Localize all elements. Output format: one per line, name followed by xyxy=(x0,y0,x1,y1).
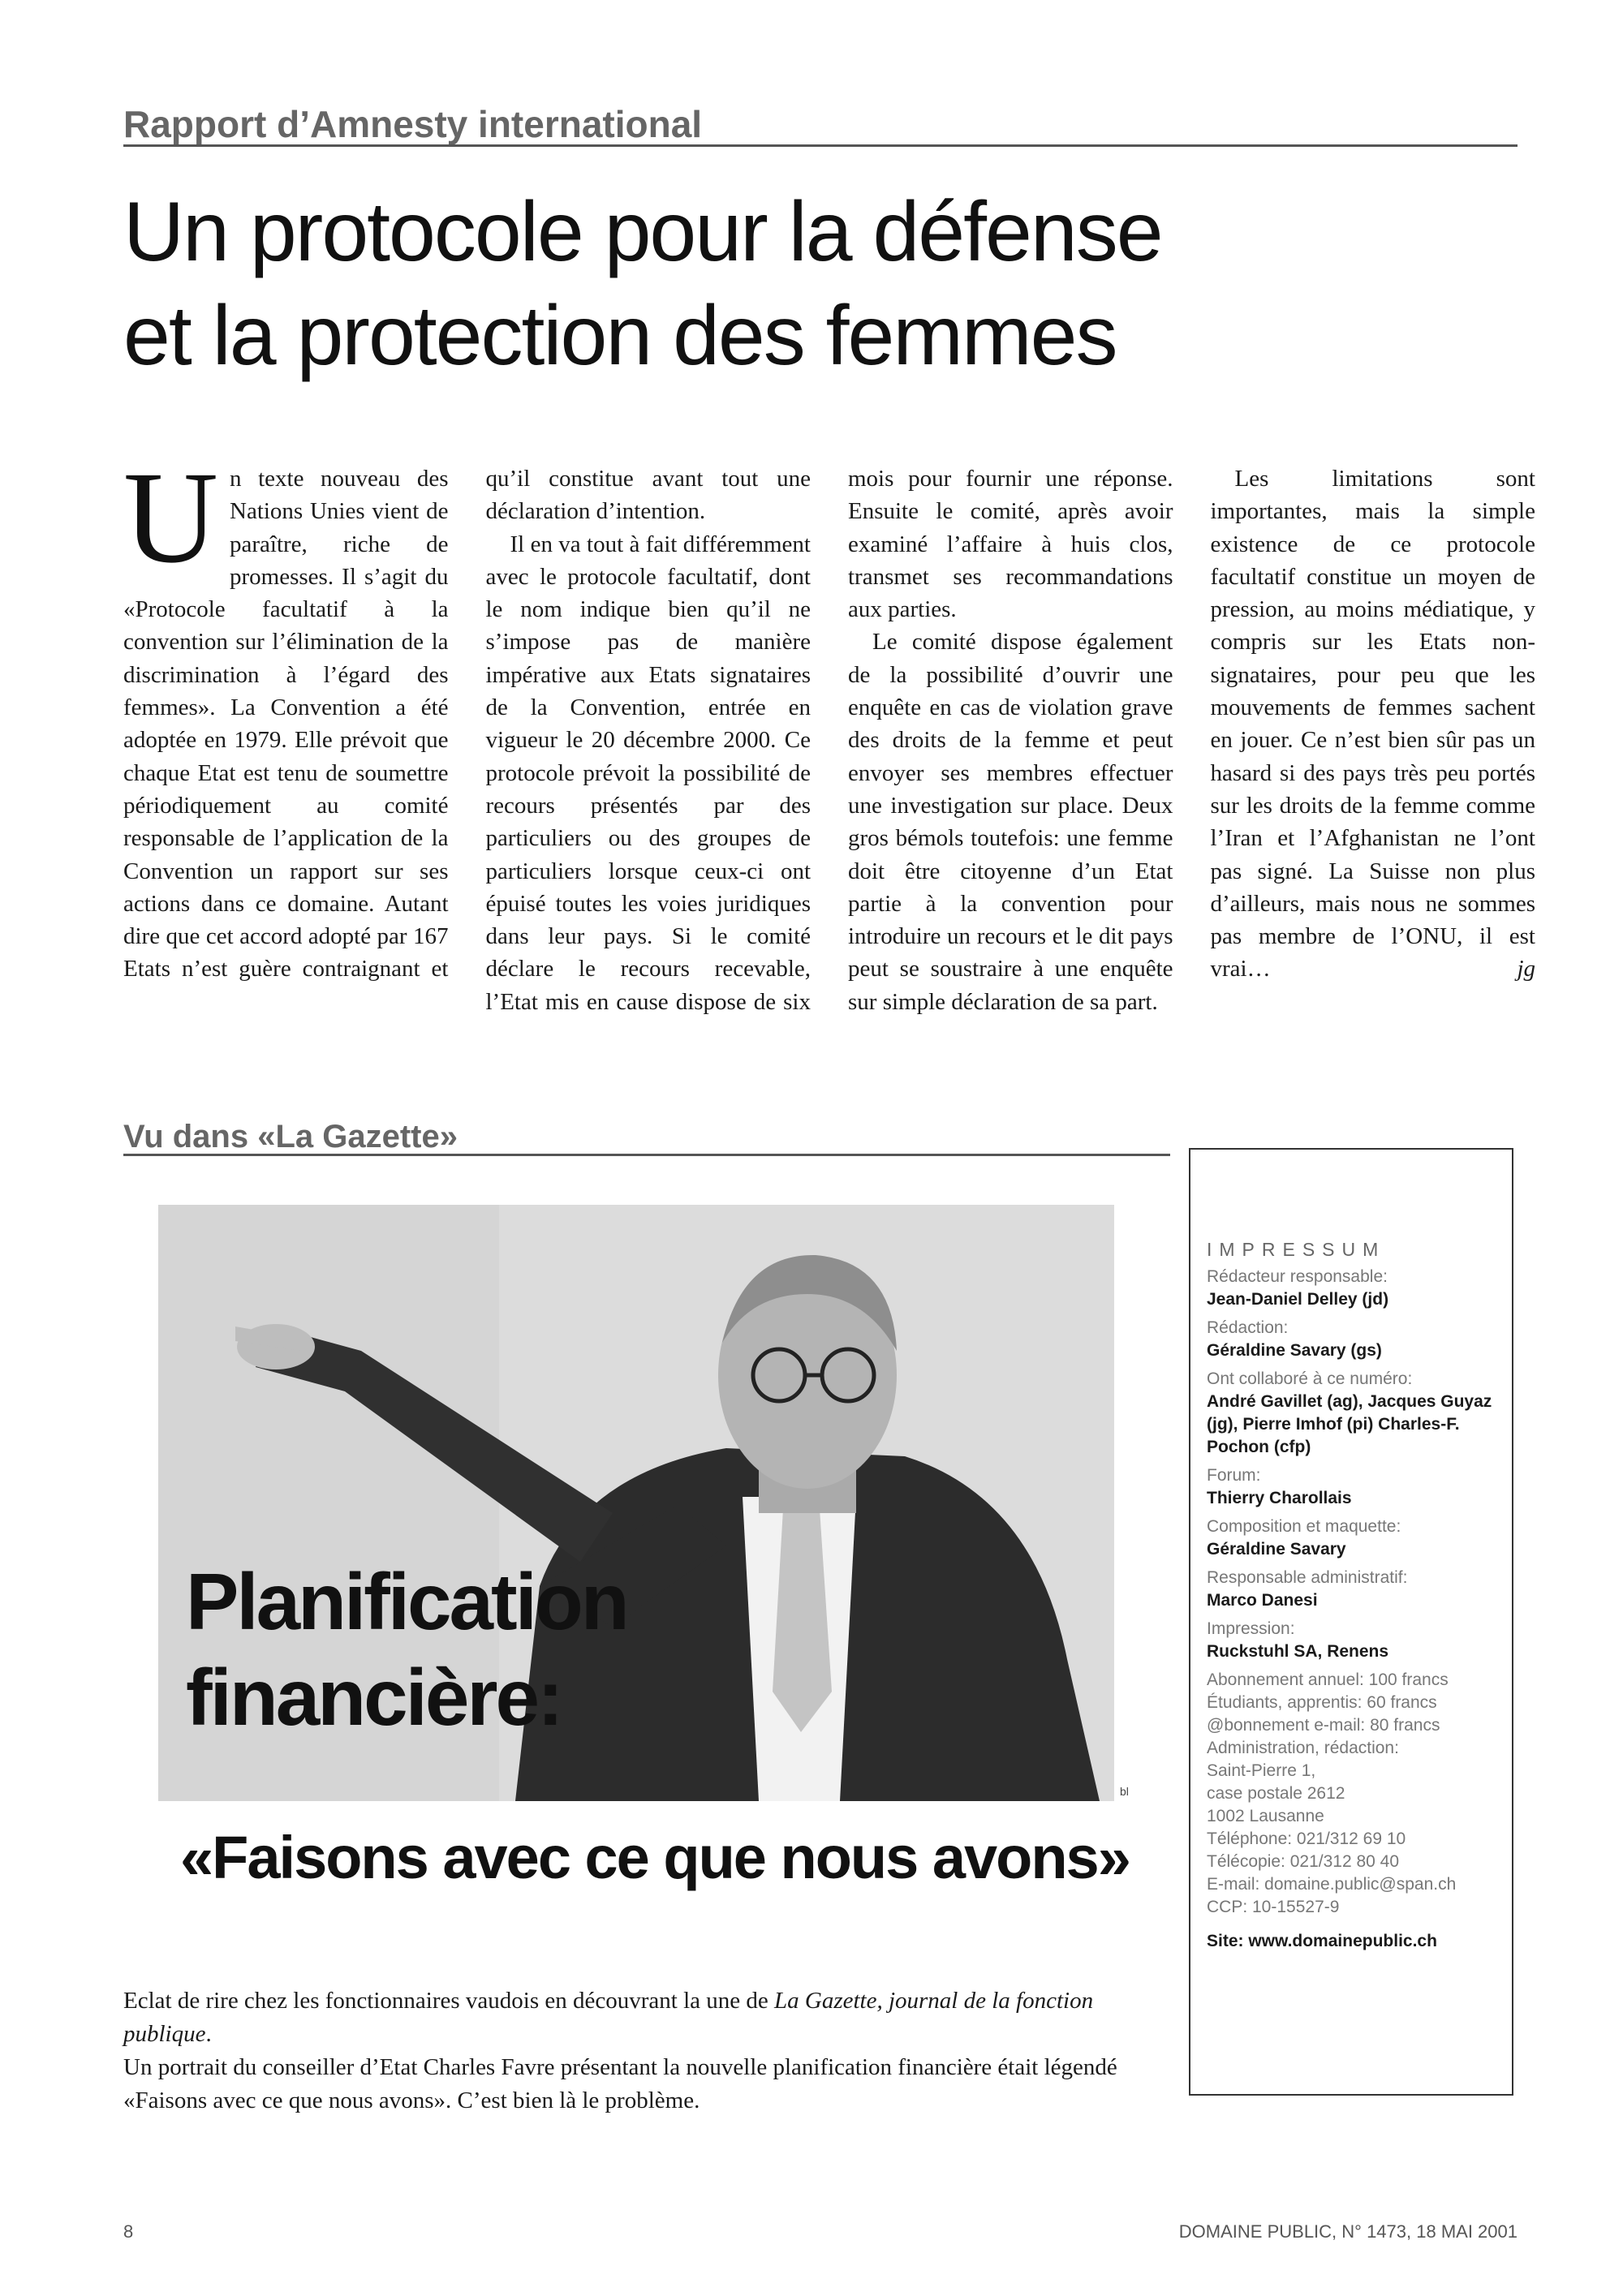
impressum-info-line: case postale 2612 xyxy=(1207,1784,1345,1803)
impressum-entry xyxy=(1207,1516,1497,1561)
impressum-label: Rédaction: xyxy=(1207,1318,1289,1337)
impressum-entry xyxy=(1207,1567,1497,1612)
section-kicker: Rapport d’Amnesty international xyxy=(123,102,1518,147)
impressum-info-line: CCP: 10-15527-9 xyxy=(1207,1898,1340,1916)
impressum-label: Impression: xyxy=(1207,1619,1295,1638)
impressum-value: André Gavillet (ag), Jacques Guyaz (jg), Pierre Imhof (pi) Charles-F. Pochon (cfp) xyxy=(1207,1392,1492,1456)
caption-paragraph-1 xyxy=(123,1984,1170,2051)
photo-quote: «Faisons avec ce que nous avons» xyxy=(180,1824,1130,1891)
page-number: 8 xyxy=(123,2221,134,2242)
impressum-value: Géraldine Savary (gs) xyxy=(1207,1341,1382,1360)
gazette-kicker: Vu dans «La Gazette» xyxy=(123,1118,1170,1156)
impressum-info-line: Saint-Pierre 1, xyxy=(1207,1761,1316,1780)
impressum-label: Ont collaboré à ce numéro: xyxy=(1207,1369,1413,1388)
photo-credit: bl xyxy=(1120,1785,1129,1798)
impressum-box xyxy=(1189,1148,1513,2096)
impressum-info-line: 1002 Lausanne xyxy=(1207,1807,1324,1825)
impressum-value: Jean-Daniel Delley (jd) xyxy=(1207,1290,1389,1309)
photo-headline-line-2: financière: xyxy=(186,1653,562,1742)
impressum-label: Responsable administratif: xyxy=(1207,1568,1408,1587)
publication-footer: DOMAINE PUBLIC, N° 1473, 18 MAI 2001 xyxy=(1178,2221,1518,2242)
article-headline xyxy=(123,180,1503,388)
article-body xyxy=(123,445,1535,1038)
headline-line-1: Un protocole pour la défense xyxy=(123,185,1162,279)
impressum-info-line: Abonnement annuel: 100 francs xyxy=(1207,1670,1449,1689)
article-paragraph-1-text: n texte nouveau des Nations Unies vient de paraître, riche de promesses. Il s’agit du «Protocole facultatif à la convention sur l’élimination de la discrimination à l’égard des femmes». La Convention a été adoptée en 1979. Elle prévoit que chaque Etat est tenu de soumettre périodiquement au comité responsable de l’application de la Convention un rapport sur ses actions dans ce domaine. Autant dire que cet accord adopté par 167 Etats n’est guère contraignant et qu’il constitue avant tout une déclaration d’intention. xyxy=(123,466,811,982)
gazette-photo xyxy=(158,1205,1114,1801)
impressum-website: Site: www.domainepublic.ch xyxy=(1207,1932,1437,1950)
impressum-entry xyxy=(1207,1317,1497,1362)
caption-publication-name: La Gazette, journal de la fonction publique xyxy=(123,1988,1094,2047)
photo-headline xyxy=(186,1554,627,1745)
impressum-entry xyxy=(1207,1368,1497,1459)
impressum-info-line: E-mail: domaine.public@span.ch xyxy=(1207,1875,1457,1894)
impressum-info-line: Téléphone: 021/312 69 10 xyxy=(1207,1829,1406,1848)
impressum-info-line: Administration, rédaction: xyxy=(1207,1739,1399,1757)
impressum-entry xyxy=(1207,1266,1497,1311)
caption-paragraph-2: Un portrait du conseiller d’Etat Charles Favre présentant la nouvelle planification financière était légendé «Faisons avec ce que nous avons». C’est bien là le problème. xyxy=(123,2054,1117,2113)
impressum-info xyxy=(1207,1669,1497,1919)
impressum-value: Ruckstuhl SA, Renens xyxy=(1207,1642,1389,1661)
impressum-info-line: Télécopie: 021/312 80 40 xyxy=(1207,1852,1400,1871)
impressum-info-line: Étudiants, apprentis: 60 francs xyxy=(1207,1693,1437,1712)
photo-caption xyxy=(123,1984,1170,2118)
impressum-entry xyxy=(1207,1618,1497,1663)
impressum-info-line: @bonnement e-mail: 80 francs xyxy=(1207,1716,1440,1735)
impressum-value: Géraldine Savary xyxy=(1207,1540,1346,1559)
impressum-title: IMPRESSUM xyxy=(1207,1239,1386,1260)
caption-text: Eclat de rire chez les fonctionnaires vaudois en découvrant la une de xyxy=(123,1988,774,2014)
article-paragraph-2: Il en va tout à fait différemment avec le protocole facultatif, dont le nom indique bien qu’il ne s’impose pas de manière impérative aux Etats signataires de la Convention, entrée en vigueur le 20 décembre 2000. Ce protocole prévoit la possibilité de recours présentés par des particuliers ou des groupes de particuliers lorsque ceux-ci ont épuisé toutes les voies juridiques dans leur pays. Si le comité déclare le recours recevable, l’Etat mis en cause dispose de six mois pour fournir une réponse. Ensuite le comité, après avoir examiné l’affaire à huis clos, transmet ses recommandations aux parties. xyxy=(485,466,1173,1015)
impressum-label: Rédacteur responsable: xyxy=(1207,1267,1388,1286)
headline-line-2: et la protection des femmes xyxy=(123,289,1117,383)
impressum-entry xyxy=(1207,1464,1497,1510)
impressum-label: Forum: xyxy=(1207,1466,1261,1485)
author-signature: jg xyxy=(1517,956,1535,982)
impressum-label: Composition et maquette: xyxy=(1207,1517,1401,1536)
impressum-value: Marco Danesi xyxy=(1207,1591,1318,1610)
article-paragraph-4 xyxy=(1211,462,1536,986)
photo-headline-line-1: Planification xyxy=(186,1557,627,1646)
article-paragraph-4-text: Les limitations sont importantes, mais la simple existence de ce protocole facultatif constitue un moyen de pression, au moins médiatique, y compris sur les Etats non-signataires, pour peu que les mouvements de femmes sachent en jouer. Ce n’est bien sûr pas un hasard si des pays très peu portés sur les droits de la femme comme l’Iran et l’Afghanistan ne l’ont pas signé. La Suisse non plus d’ailleurs, mais nous ne sommes pas membre de l’ONU, il est vrai… xyxy=(1210,466,1535,982)
article-paragraph-3: Le comité dispose également de la possibilité d’ouvrir une enquête en cas de violation grave des droits de la femme et peut envoyer ses membres effectuer une investigation sur place. Deux gros bémols toutefois: une femme doit être citoyenne d’un Etat partie à la convention pour introduire un recours et le dit pays peut se soustraire à une enquête sur simple déclaration de sa part. xyxy=(848,629,1173,1015)
impressum-value: Thierry Charollais xyxy=(1207,1489,1352,1507)
caption-period: . xyxy=(205,2021,212,2047)
drop-cap: U xyxy=(123,445,218,591)
